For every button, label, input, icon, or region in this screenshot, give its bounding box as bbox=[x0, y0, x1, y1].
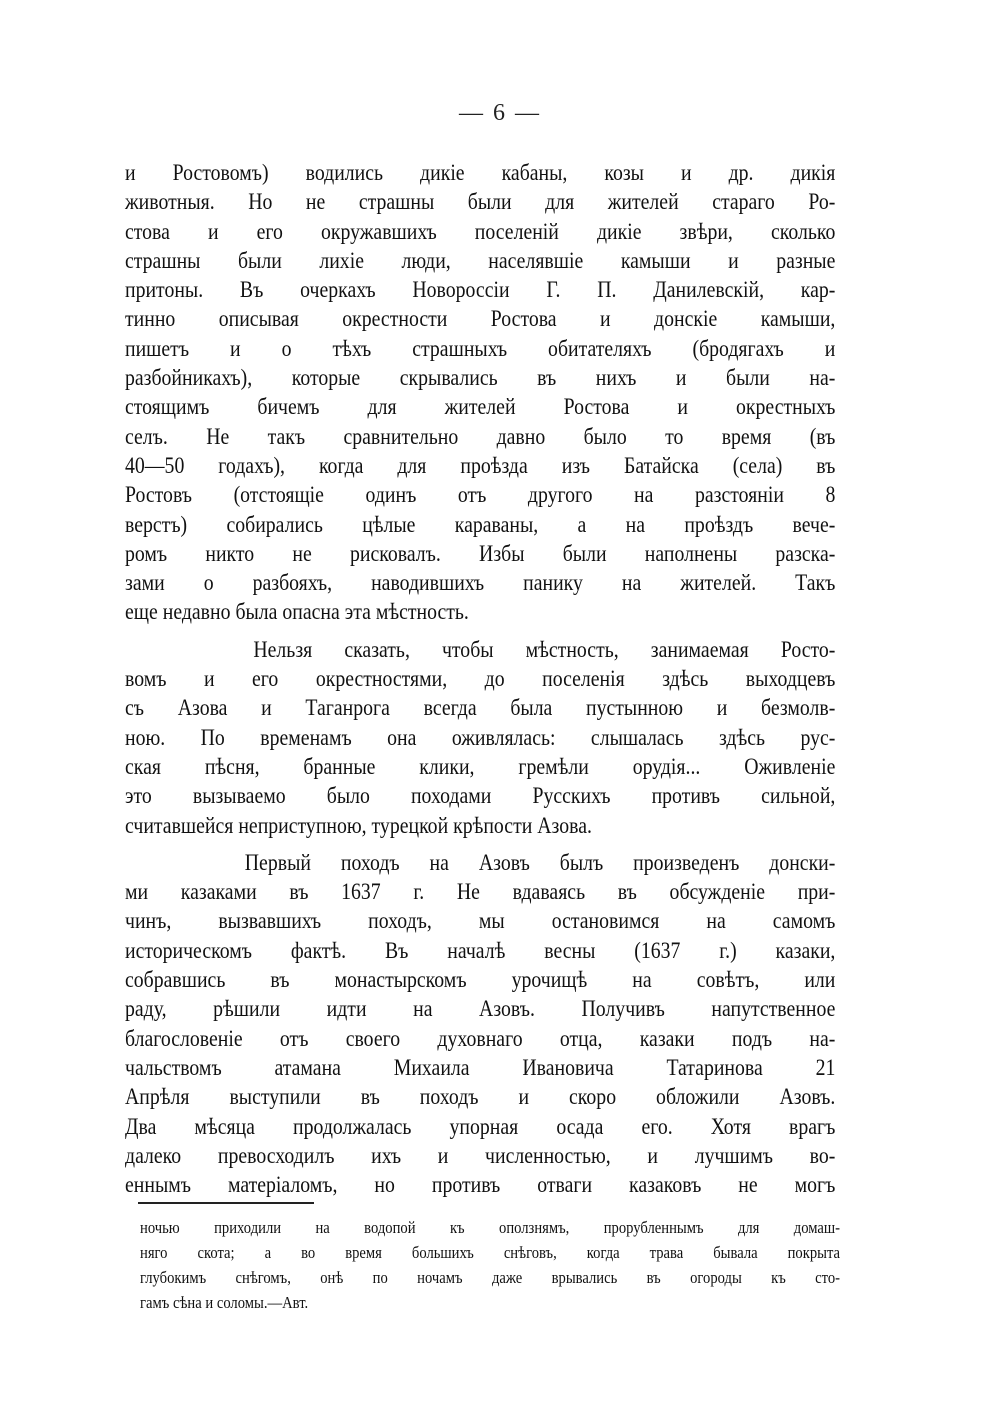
footnote bbox=[140, 1215, 840, 1315]
text-line: историческомъ фактѣ. Въ началѣ весны (1637 г.) казаки, bbox=[125, 937, 836, 963]
page-number: — 6 — bbox=[459, 100, 541, 126]
footnote-line: гамъ сѣна и соломы.—Авт. bbox=[140, 1293, 309, 1312]
text-line: далеко превосходилъ ихъ и численностью, и лучшимъ во- bbox=[125, 1142, 836, 1168]
text-line: тинно описывая окрестности Ростова и донскіе камыши, bbox=[125, 306, 836, 332]
text-line: притоны. Въ очеркахъ Новороссіи Г. П. Данилевскій, кар- bbox=[125, 277, 836, 303]
text-line: стова и его окружавшихъ поселеній дикіе звѣри, сколько bbox=[125, 218, 836, 244]
body-text bbox=[125, 158, 835, 1199]
paragraph-1 bbox=[125, 158, 835, 627]
text-line: чинъ, вызвавшихъ походъ, мы остановимся на самомъ bbox=[125, 908, 836, 934]
text-line: стоящимъ бичемъ для жителей Ростова и окрестныхъ bbox=[125, 394, 836, 420]
text-line: ромъ никто не рисковалъ. Избы были наполнены разска- bbox=[125, 540, 836, 566]
text-line: ская пѣсня, бранные клики, гремѣли орудія... Оживленіе bbox=[125, 753, 836, 779]
text-line: чальствомъ атамана Михаила Ивановича Татаринова 21 bbox=[125, 1054, 836, 1080]
text-line: считавшейся неприступною, турецкой крѣпости Азова. bbox=[125, 812, 592, 838]
footnote-divider bbox=[138, 1202, 314, 1204]
text-line: 40—50 годахъ), когда для проѣзда изъ Батайска (села) въ bbox=[125, 452, 836, 478]
text-line: Апрѣля выступили въ походъ и скоро обложили Азовъ. bbox=[125, 1084, 836, 1110]
text-line: съ Азова и Таганрога всегда была пустынною и безмолв- bbox=[125, 695, 836, 721]
text-line: еннымъ матеріаломъ, но противъ отваги казаковъ не могъ bbox=[125, 1172, 836, 1198]
text-line: пишетъ и о тѣхъ страшныхъ обитателяхъ (бродягахъ и bbox=[125, 335, 836, 361]
text-line: еще недавно была опасна эта мѣстность. bbox=[125, 599, 469, 625]
paragraph-2 bbox=[125, 635, 835, 840]
text-line: селъ. Не такъ сравнительно давно было то время (въ bbox=[125, 423, 836, 449]
text-line: Первый походъ на Азовъ былъ произведенъ донски- bbox=[125, 849, 836, 875]
text-line: животныя. Но не страшны были для жителей стараго Ро- bbox=[125, 189, 836, 215]
text-line: это вызываемо было походами Русскихъ противъ сильной, bbox=[125, 783, 836, 809]
text-line: верстъ) собирались цѣлые караваны, а на проѣздъ вече- bbox=[125, 511, 836, 537]
text-line: Два мѣсяца продолжалась упорная осада его. Хотя врагъ bbox=[125, 1113, 836, 1139]
text-line: ною. По временамъ она оживлялась: слышалась здѣсь рус- bbox=[125, 724, 836, 750]
text-line: раду, рѣшили идти на Азовъ. Получивъ напутственное bbox=[125, 996, 836, 1022]
text-line: благословеніе отъ своего духовнаго отца, казаки подъ на- bbox=[125, 1025, 836, 1051]
text-line: Ростовъ (отстоящіе одинъ отъ другого на разстояніи 8 bbox=[125, 482, 836, 508]
text-line: Нельзя сказать, чтобы мѣстность, занимаемая Росто- bbox=[125, 636, 836, 662]
footnote-line: няго скота; а во время большихъ снѣговъ, когда трава бывала покрыта bbox=[140, 1243, 841, 1262]
paragraph-3 bbox=[125, 848, 835, 1200]
paragraph-gap bbox=[125, 627, 835, 635]
footnote-line: ночью приходили на водопой къ оползнямъ, прорубленнымъ для домаш- bbox=[140, 1218, 841, 1237]
text-line: вомъ и его окрестностями, до поселенія здѣсь выходцевъ bbox=[125, 666, 836, 692]
text-line: разбойникахъ), которые скрывались въ нихъ и были на- bbox=[125, 365, 836, 391]
footnote-line: глубокимъ снѣгомъ, онѣ по ночамъ даже врывались въ огороды къ сто- bbox=[140, 1268, 841, 1287]
paragraph-gap bbox=[125, 840, 835, 848]
text-line: ми казаками въ 1637 г. Не вдаваясь въ обсужденіе при- bbox=[125, 879, 836, 905]
text-line: собравшись въ монастырскомъ урочищѣ на совѣтъ, или bbox=[125, 967, 836, 993]
text-line: страшны были лихіе люди, населявшіе камыши и разные bbox=[125, 247, 836, 273]
text-line: и Ростовомъ) водились дикіе кабаны, козы и др. дикія bbox=[125, 160, 836, 185]
text-line: зами о разбояхъ, наводившихъ панику на жителей. Такъ bbox=[125, 570, 836, 596]
